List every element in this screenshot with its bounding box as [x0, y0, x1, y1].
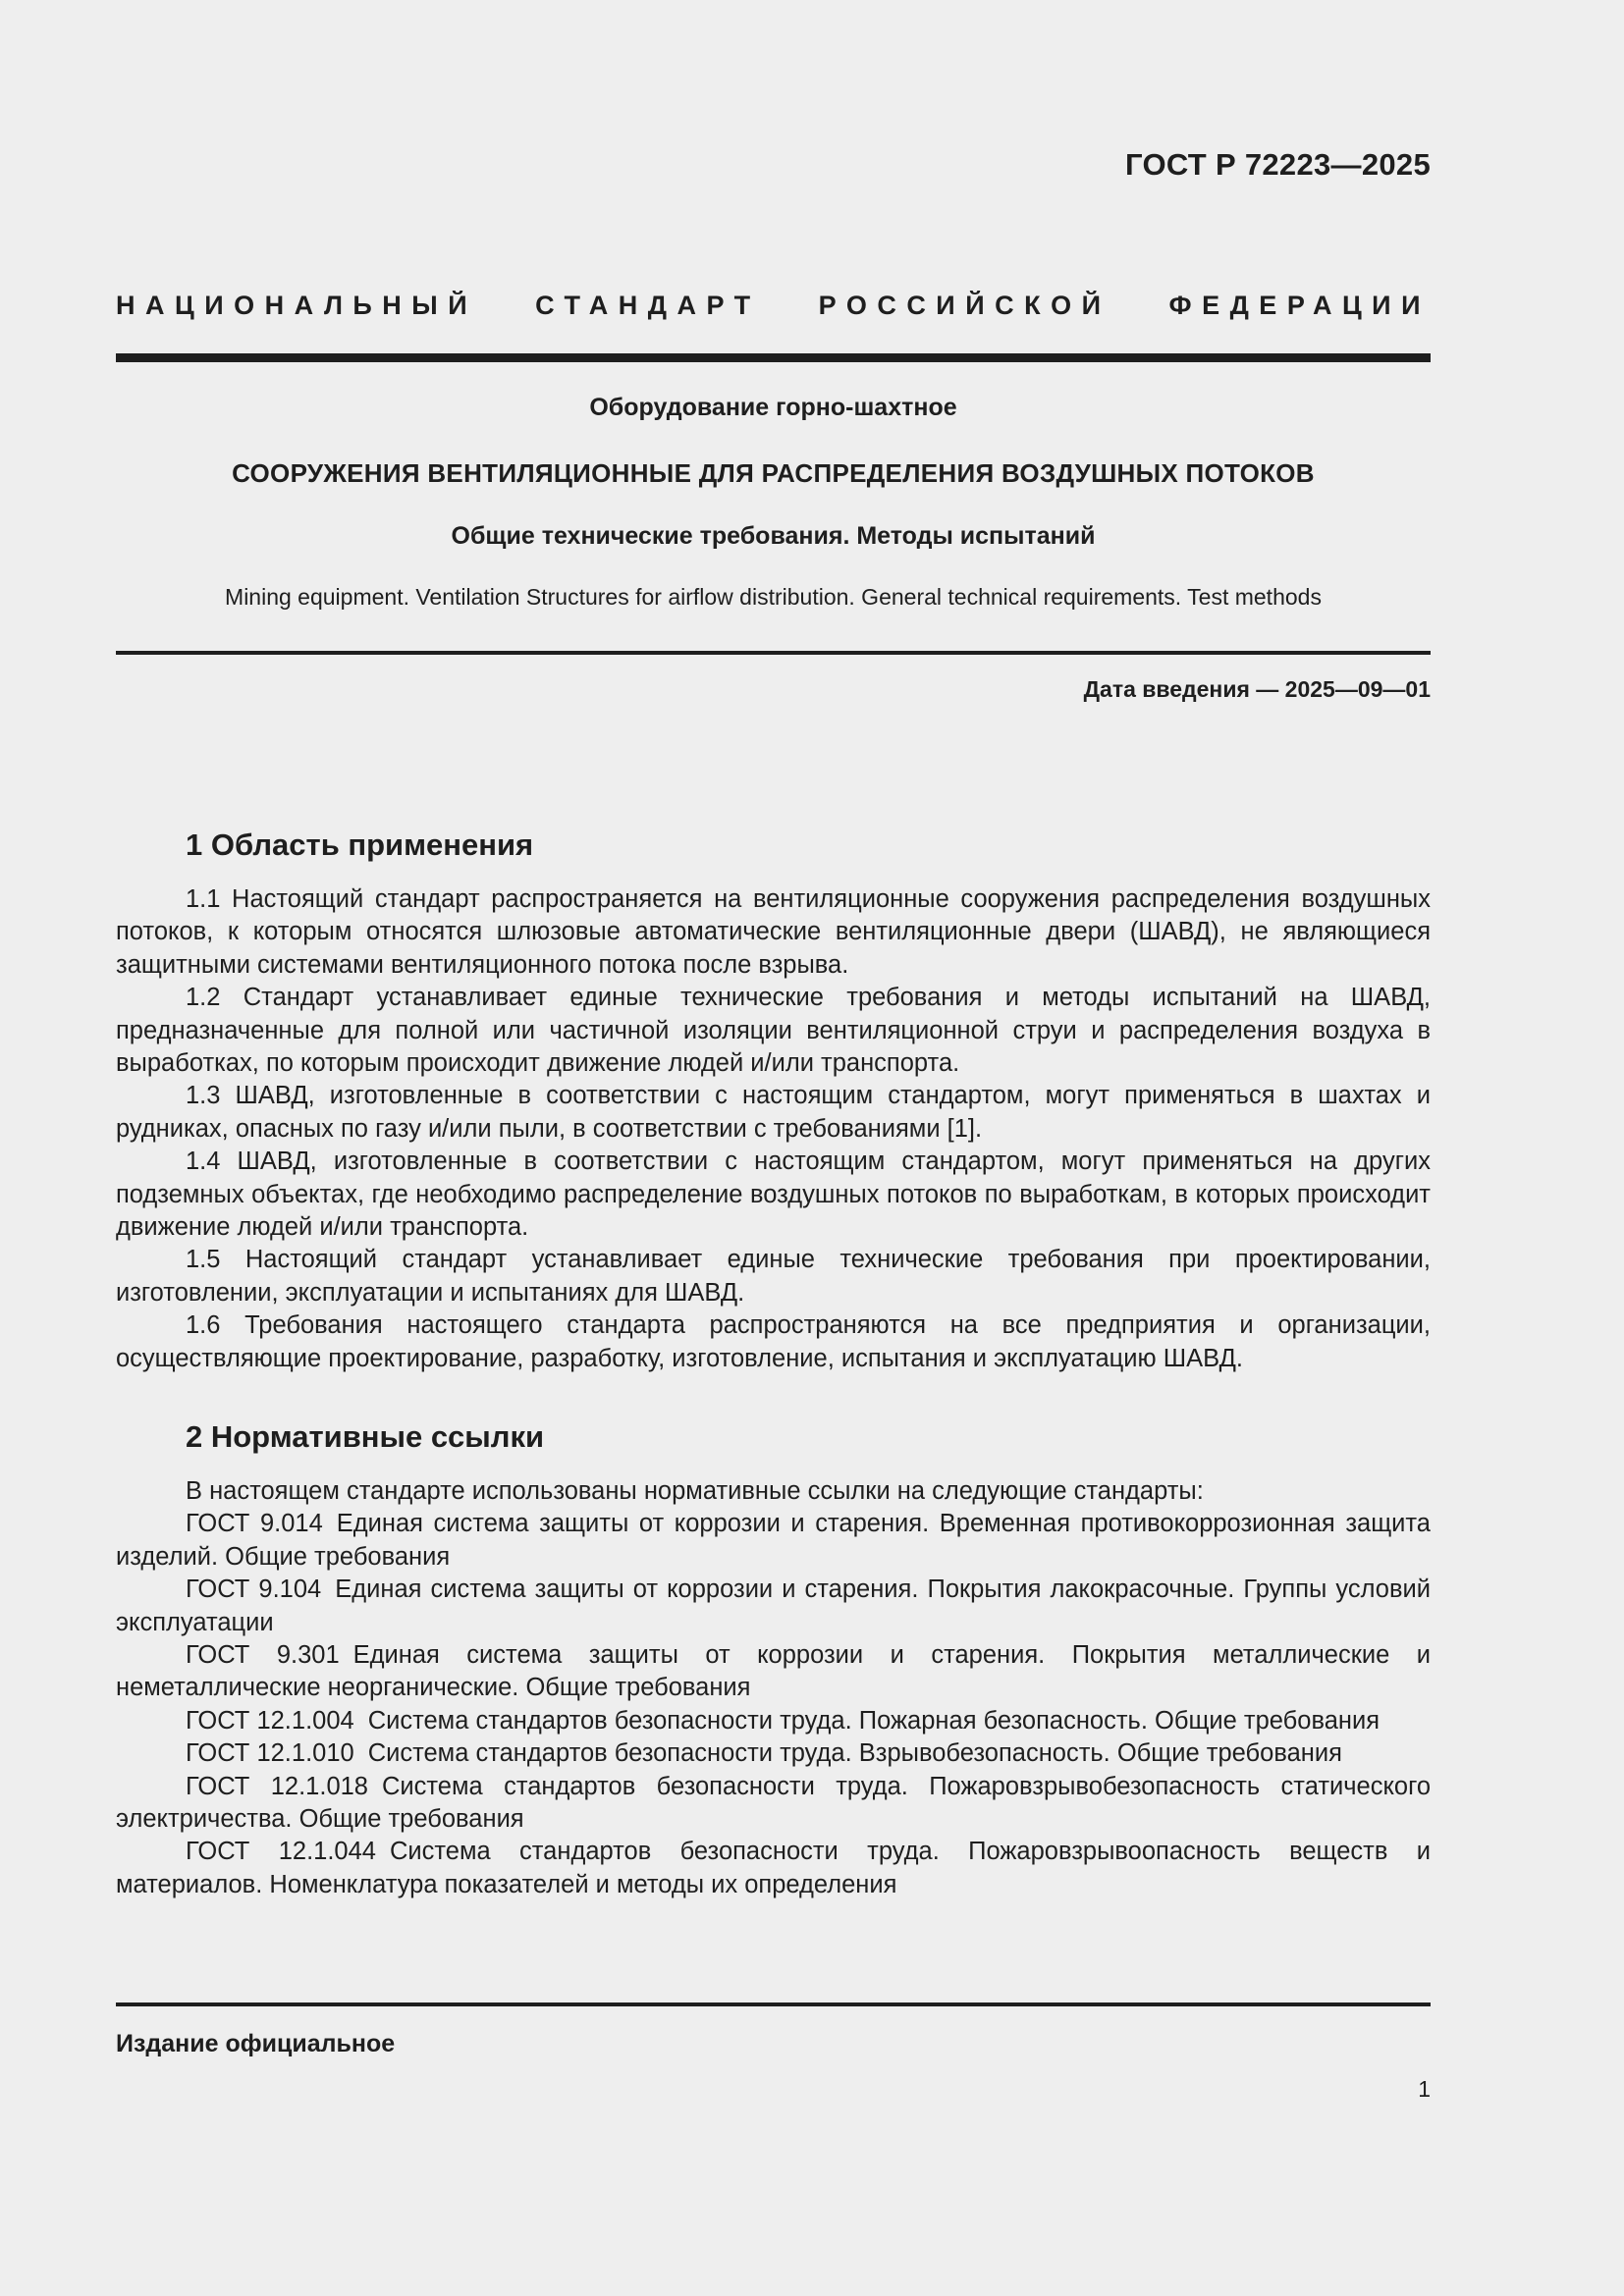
title-main: СООРУЖЕНИЯ ВЕНТИЛЯЦИОННЫЕ ДЛЯ РАСПРЕДЕЛЕНИЯ ВОЗДУШНЫХ ПОТОКОВ — [232, 458, 1315, 488]
section-1-body — [116, 883, 1431, 1375]
paragraph-1-2: 1.2 Стандарт устанавливает единые технические требования и методы испытаний на ШАВД, предназначенные для полной или частичной изоляции вентиляционной струи и распределения воздуха в выработках, по которым происходит движение людей и/или транспорта. — [116, 984, 1431, 1078]
references-intro: В настоящем стандарте использованы нормативные ссылки на следующие стандарты: — [186, 1477, 1204, 1505]
title-english: Mining equipment. Ventilation Structures for airflow distribution. General technical requirements. Test methods — [225, 584, 1322, 610]
reference-item — [116, 1574, 1431, 1639]
reference-code: ГОСТ 9.104 — [186, 1575, 322, 1604]
paragraph-1-5: 1.5 Настоящий стандарт устанавливает единые технические требования при проектировании, изготовлении, эксплуатации и испытаниях для ШАВД. — [116, 1246, 1431, 1307]
reference-title: Система стандартов безопасности труда. Пожаровзрывоопасность веществ и материалов. Номенклатура показателей и методы их определения — [116, 1838, 1432, 1898]
reference-item — [116, 1639, 1431, 1705]
title-divider — [116, 651, 1431, 655]
reference-code: ГОСТ 12.1.018 — [186, 1772, 368, 1800]
reference-code: ГОСТ 12.1.044 — [186, 1838, 376, 1866]
reference-title: Система стандартов безопасности труда. Пожаровзрывобезопасность статического электричества. Общие требования — [116, 1772, 1432, 1834]
paragraph-1-3: 1.3 ШАВД, изготовленные в соответствии с настоящим стандартом, могут применяться в шахтах и рудниках, опасных по газу и/или пыли, в соответствии с требованиями [1]. — [116, 1082, 1431, 1143]
reference-title: Единая система защиты от коррозии и старения. Покрытия металлические и неметаллические неорганические. Общие требования — [116, 1641, 1432, 1702]
reference-item — [116, 1705, 1431, 1737]
section-2-body — [116, 1475, 1431, 1901]
reference-title: Единая система защиты от коррозии и старения. Временная противокоррозионная защита изделий. Общие требования — [116, 1510, 1431, 1571]
national-standard-banner: НАЦИОНАЛЬНЫЙ СТАНДАРТ РОССИЙСКОЙ ФЕДЕРАЦИИ — [116, 291, 1431, 320]
reference-item — [116, 1508, 1431, 1574]
paragraph-1-1: 1.1 Настоящий стандарт распространяется на вентиляционные сооружения распределения воздушных потоков, к которым относятся шлюзовые автоматические вентиляционные двери (ШАВД), не являющиеся защитными системами вентиляционного потока после взрыва. — [116, 885, 1431, 979]
introduction-date: Дата введения — 2025—09—01 — [1083, 676, 1431, 702]
page-number: 1 — [1418, 2076, 1431, 2102]
paragraph-1-6: 1.6 Требования настоящего стандарта распространяются на все предприятия и организации, осуществляющие проектирование, разработку, изготовление, испытания и эксплуатацию ШАВД. — [116, 1311, 1431, 1372]
title-subtitle: Общие технические требования. Методы испытаний — [451, 522, 1096, 550]
reference-title: Система стандартов безопасности труда. Взрывобезопасность. Общие требования — [367, 1739, 1342, 1768]
title-equipment: Оборудование горно-шахтное — [589, 394, 957, 421]
footer-divider — [116, 2002, 1431, 2006]
reference-title: Единая система защиты от коррозии и старения. Покрытия лакокрасочные. Группы условий эксплуатации — [116, 1575, 1431, 1636]
reference-item — [116, 1737, 1431, 1770]
reference-code: ГОСТ 9.301 — [186, 1641, 340, 1670]
section-1-heading: 1 Область применения — [186, 828, 534, 862]
reference-title: Система стандартов безопасности труда. Пожарная безопасность. Общие требования — [367, 1706, 1380, 1735]
document-page — [116, 0, 1431, 2296]
reference-code: ГОСТ 9.014 — [186, 1510, 323, 1538]
paragraph-1-4: 1.4 ШАВД, изготовленные в соответствии с настоящим стандартом, могут применяться на других подземных объектах, где необходимо распределение воздушных потоков по выработкам, в которых происходит движение людей и/или транспорта. — [116, 1148, 1431, 1242]
reference-item — [116, 1771, 1431, 1837]
reference-code: ГОСТ 12.1.010 — [186, 1739, 354, 1768]
header-divider-thick — [116, 353, 1431, 362]
edition-label: Издание официальное — [116, 2030, 396, 2057]
reference-item — [116, 1836, 1431, 1901]
reference-code: ГОСТ 12.1.004 — [186, 1706, 354, 1735]
section-2-heading: 2 Нормативные ссылки — [186, 1419, 545, 1454]
document-number: ГОСТ Р 72223—2025 — [1125, 147, 1431, 182]
